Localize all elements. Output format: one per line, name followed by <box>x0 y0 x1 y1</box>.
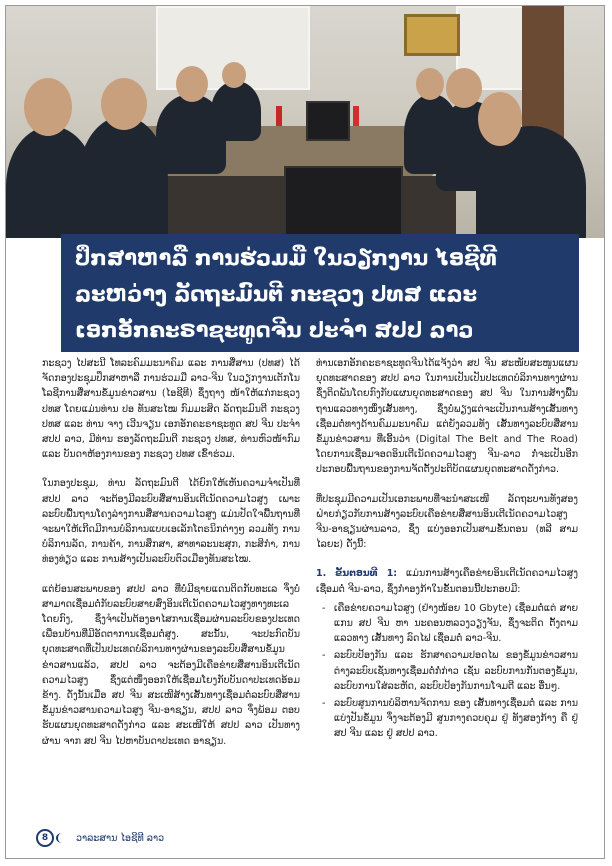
phase-bullets <box>316 601 578 742</box>
article-paragraph: ແຕ່ຍ້ອນສະພາບຂອງ ສປປ ລາວ ທີ່ບໍ່ມີຊາຍແດນຕິດກັບທະເລ ຈຶ່ງບໍ່ສາມາດເຊື່ອມຕໍ່ກັບລະບົບສາຍສົ່ງອິນເຕີເນັດຄວາມໄວສູງທາງທະເລໂດຍກົງ, ຊຶ່ງຈຳເປັນຕ້ອງອາໄສການເຊື່ອມຜ່ານລະບົບຂອງປະເທດເພື່ອນບ້ານທີ່ມີອັດຕາການເຊື່ອມຕໍ່ສູງ. ສະນັ້ນ, ຈະປະກົດບັນຍຸດທະສາດທີ່ເປັນປະເທດບໍລິການທາງຜ່ານຂອງລະບົບສື່ສານຂໍ້ມູນຂ່າວສານແລ້ວ, ສປປ ລາວ ຈະຕ້ອງມີເຄືອຂ່າຍສື່ສານອິນເຕີເນັດຄວາມໄວສູງ ຊຶ່ງແຕ່ໜຶ່ງອອກໃຫ້ເຊື່ອມໂຍງກັບບັນດາປະເທດອ້ອມຂ້າງ. ດັ່ງນັ້ນເມື່ອ ສປ ຈີນ ສະເໜີສ້າງເສັ້ນທາງເຊື່ອມຕໍ່ລະບົບສື່ສານຂໍ້ມູນຂ່າວສານຄວາມໄວສູງ ຈີນ-ອາຊຽນ, ສປປ ລາວ ຈຶ່ງພ້ອມ ຕອບຮັບແຜນຍຸດທະສາດດັ່ງກ່າວ ແລະ ສະເໜີໃຫ້ ສປປ ລາວ ເປັນທາງຜ່ານ ຈາກ ສປ ຈີນ ໄປຫາບັນດາປະເທດ ອາຊຽນ. <box>42 583 300 747</box>
person-head-shape <box>101 78 147 130</box>
headline-banner <box>61 234 579 352</box>
phase-bullet-item: - ເຄືອຂ່າຍຄວາມໄວສູງ (ຢ່າງໜ້ອຍ 10 Gbyte) ເຊື່ອມຕໍ່ແຕ່ ສາຍແກນ ສປ ຈີນ ຫາ ນະຄອນຫລວງວຽງຈັນ, ຊຶ່ງຈະຕິດ ຕັ້ງຕາມແລວທາງ ເສັ້ນທາງ ລົດໄຟ ເຊື່ອມຕໍ່ ລາວ-ຈີນ. <box>316 601 578 647</box>
article-paragraph: ໃນກອງປະຊຸມ, ທ່ານ ລັດຖະມົນຕີ ໄດ້ຍົກໃຫ້ເຫັນຄວາມຈຳເປັນທີ່ ສປປ ລາວ ຈະຕ້ອງມີລະບົບສື່ສານອິນເຕີເນັດຄວາມໄວສູງ ເພາະລະບົບພື້ນຖານໂຄງລ່າງການສື່ສານຄວາມໄວສູງ ແມ່ນປັດໃຈພື້ນຖານທີ່ຈະພາໃຫ້ເກີດມີການບໍລິການແບບເອເລັກໂຕຣນິກຕ່າງໆ ລວມທັງ ການບໍລິການລັດ, ການຄ້າ, ການສຶກສາ, ສາທາລະນະສຸກ, ກະສິກຳ, ການທ່ອງທ່ຽວ ແລະ ການສ້າງເປັນລະບົບຕົວເມືອງທັນສະໄໝ. <box>42 478 300 566</box>
page-footer <box>36 828 164 848</box>
phase-intro: ແມ່ນການສ້າງເຄືອຂ່າຍອິນເຕີເນັດຄວາມໄວສູງເຊື່ອມຕໍ່ ຈີນ-ລາວ, ຊຶ່ງກຳອງກ້າໃນຂັ້ນຕອນນີ້ປະກອບມີ: <box>316 568 578 595</box>
publication-name: ວາລະສານ ໄອຊີທີ ລາວ <box>76 832 165 844</box>
article-paragraph: ທ່ານເອກອັກຄະຣາຊະທູດຈີນໄດ້ແຈ້ງວ່າ ສປ ຈີນ ສະໜັບສະໜູນແຜນຍຸດທະສາດຂອງ ສປປ ລາວ ໃນການເປັນເປັນປະເທດບໍລິການທາງຜ່ານ ຊຶ່ງຕິດພັນໂດຍກົງກັບແຜນຍຸດທະສາດຂອງ ສປ ຈີນ ໃນການສ້າງພື້ນຖານແລວທາງໜຶ່ງເສັ້ນທາງ, ຊຶ່ງບໍ່ພຽງແຕ່ຈະເປັນການສ້າງເສັ້ນທາງເຊື່ອມຕໍ່ທາງດ້ານຄົມມະນາຄົມ ແຕ່ຍັງລວມທັງ ເສັ້ນທາງລະບົບສື່ສານຂໍ້ມູນຂ່າວສານ ທີ່ເອີ້ນວ່າ (Digital The Belt and The Road) ໂດຍການເຊື່ອມຈອດອິນເຕີເນັດຄວາມໄວສູງ ຈີນ-ລາວ ກໍ່ຈະເປັນອີກປະກອບພື້ນຖານຂອງການຈັດຕັ້ງປະຕິບັດແຜນຍຸດທະສາດດັ່ງກ່າວ. <box>316 358 578 476</box>
person-shape <box>211 81 261 141</box>
article-column-right <box>316 356 578 744</box>
page-number-badge <box>36 829 54 847</box>
headline-line: ລະຫວ່າງ ລັດຖະມົນຕີ ກະຊວງ ປທສ ແລະ <box>75 282 478 306</box>
phase-list <box>316 566 578 741</box>
flag-china-shape <box>353 106 359 126</box>
phase-bullet-item: - ລະບົບປ້ອງກັນ ແລະ ຮັກສາຄວາມປອດໄພ ຂອງຂໍ້ມູນຂ່າວສານ ຕ່າງລະບົບເຊັ່ນທາງເຊື່ອມຕໍ່ກໍ່ກ່າວ ເຊັ່ນ ລະບົບການກັ່ນຕອງຂໍ້ມູນ, ລະບົບການໃສ່ລະຫັດ, ລະບົບປ້ອງກັນການໂຈມຕີ ແລະ ອື່ນໆ. <box>316 648 578 694</box>
article-column-left <box>42 356 300 763</box>
meeting-photo <box>6 6 604 238</box>
article-paragraph: ກະຊວງ ໄປສະນີ ໂທລະຄົມມະນາຄົມ ແລະ ການສື່ສານ (ປທສ) ໄດ້ຈັດກອງປະຊຸມປຶກສາຫາລື ການຮ່ວມມື ລາວ-ຈີນ ໃນວຽກງານເຕັກໂນໂລຊີການສື່ສານຂໍ້ມູນຂ່າວສານ (ໄອຊີທີ) ຊຶ່ງຖາງ ໜ້າໃຫ້ແກ່ກະຊວງ ປທສ ໂດຍແມ່ນທ່ານ ປອ ທັນສະໄໝ ກົມມະສິດ ລັດຖະມົນຕີ ກະຊວງ ປທສ ແລະ ທ່ານ ຈາງ ເວີນຈຽນ ເອກອັກຄະຣາຊະທູດ ສປ ຈີນ ປະຈຳ ສປປ ລາວ, ມີທ່ານ ຮອງລັດຖະມົນຕີ ກະຊວງ ປທສ, ທ່ານຫົວໜ້າກົມ ແລະ ບັນດາຫ້ອງການຂອງ ກະຊວງ ປທສ ເຂົ້າຮ່ວມ. <box>42 358 300 461</box>
person-head-shape <box>176 66 208 102</box>
person-head-shape <box>446 68 482 108</box>
phase-item <box>316 566 578 596</box>
person-head-shape <box>478 92 522 146</box>
person-head-shape <box>416 68 444 100</box>
person-head-shape <box>222 62 246 88</box>
wall-picture <box>404 14 460 56</box>
person-shape <box>78 116 168 238</box>
phase-bullet-item: - ລະບົບສູນການບໍລິຫານຈັດການ ຂອງ ເສັ້ນທາງເຊື່ອມຕໍ່ ແລະ ການແບ່ງປັນຂໍ້ມູນ ຈຶ່ງຈະຕ້ອງມີ ສູນກາງຄວບຄຸມ ຢູ່ ທັງສອງກ້າງ ຄື ຢູ່ ສປ ຈີນ ແລະ ຢູ່ ສປປ ລາວ. <box>316 696 578 742</box>
article-paragraph: ທີ່ປະຊຸມມີຄວາມເປັນເອກະພາບທີ່ຈະນຳສະເໜີ ລັດຖະບານທັງສອງຝ່າຍກ່ຽວກັບການສ້າງລະບົບເຄືອຂ່າຍສື່ສານອິນເຕີເນັດຄວາມໄວສູງ ຈີນ-ອາຊຽນຜ່ານລາວ, ຊຶ່ງ ແບ່ງອອກເປັນສາມຂັ້ນຕອນ (ທລີ ສາມໄລຍະ) ດັ່ງນີ້: <box>316 493 578 551</box>
headline-line: ເອກອັກຄະຣາຊະທູດຈີນ ປະຈຳ ສປປ ລາວ <box>75 318 474 342</box>
person-head-shape <box>24 78 72 136</box>
monitor-shape <box>284 166 403 238</box>
phase-label: ຂັ້ນຕອນທີ 1: <box>335 568 398 580</box>
signal-wave-icon <box>56 833 68 843</box>
phase-number: 1. <box>316 568 327 580</box>
page-number: 8 <box>41 833 49 843</box>
monitor-shape <box>306 101 350 141</box>
flag-laos-shape <box>276 106 282 126</box>
page <box>5 5 605 859</box>
headline-line: ປຶກສາຫາລື ການຮ່ວມມື ໃນວຽກງານ ໄອຊີທີ <box>75 246 497 270</box>
